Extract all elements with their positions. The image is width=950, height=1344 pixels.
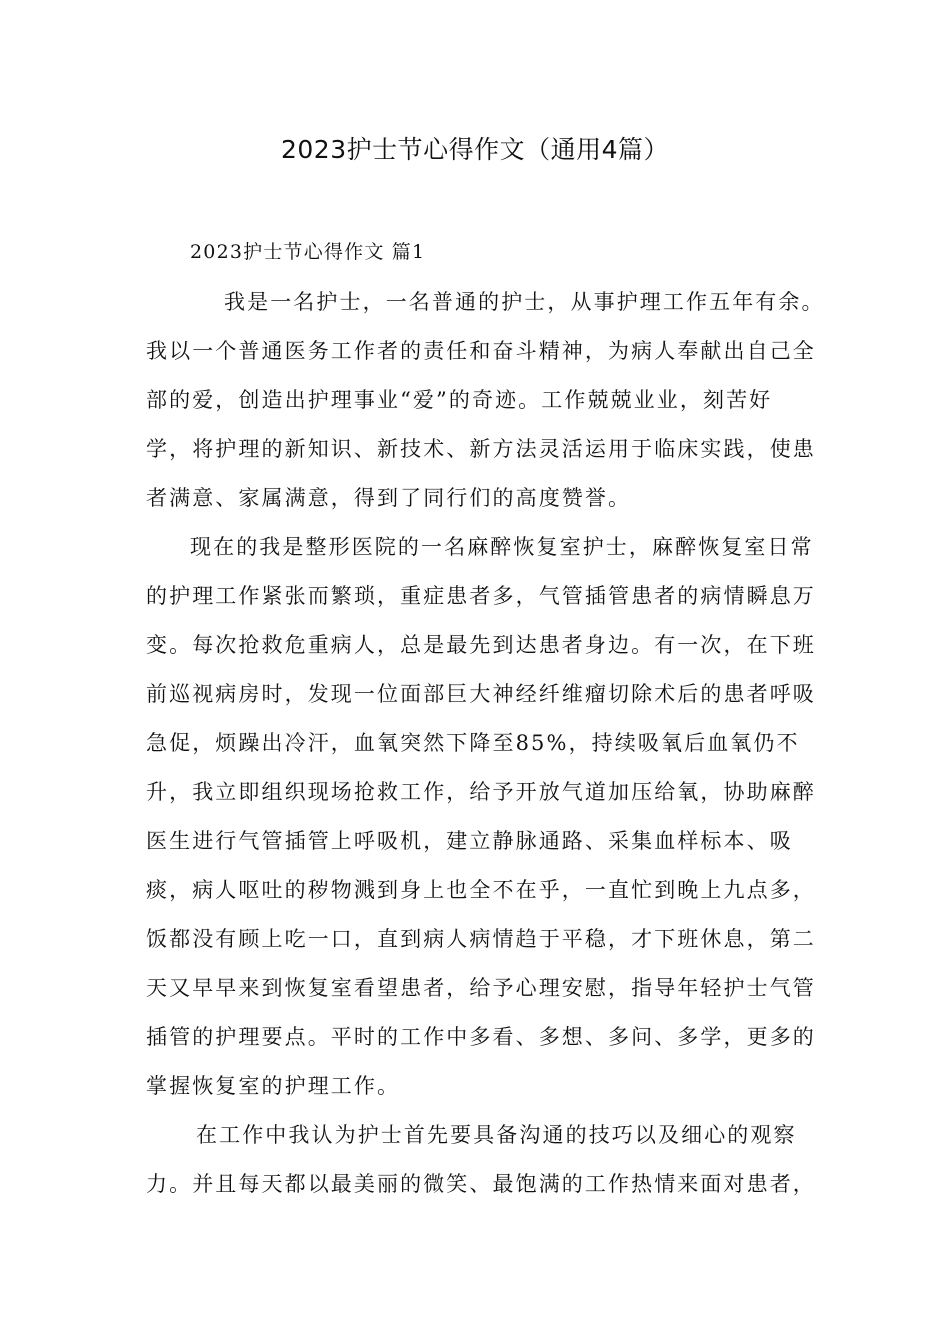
text-line: 前巡视病房时，发现一位面部巨大神经纤维瘤切除术后的患者呼吸 — [146, 682, 816, 706]
text-line: 变。每次抢救危重病人，总是最先到达患者身边。有一次，在下班 — [146, 633, 816, 657]
text-line: 的护理工作紧张而繁琐，重症患者多，气管插管患者的病情瞬息万 — [146, 584, 816, 608]
text-line: 急促，烦躁出冷汗，血氧突然下降至85%，持续吸氧后血氧仍不 — [146, 731, 800, 755]
document-title: 2023护士节心得作文（通用4篇） — [280, 135, 670, 164]
text-line: 力。并且每天都以最美丽的微笑、最饱满的工作热情来面对患者， — [146, 1172, 816, 1196]
text-line: 痰，病人呕吐的秽物溅到身上也全不在乎，一直忙到晚上九点多， — [146, 878, 816, 902]
text-line: 在工作中我认为护士首先要具备沟通的技巧以及细心的观察 — [196, 1123, 797, 1147]
text-line: 学，将护理的新知识、新技术、新方法灵活运用于临床实践，使患 — [146, 437, 816, 461]
text-line: 者满意、家属满意，得到了同行们的高度赞誉。 — [146, 486, 632, 510]
text-line: 饭都没有顾上吃一口，直到病人病情趋于平稳，才下班休息，第二 — [146, 927, 816, 951]
text-line: 部的爱，创造出护理事业“爱”的奇迹。工作兢兢业业，刻苦好 — [146, 388, 773, 412]
text-line: 升，我立即组织现场抢救工作，给予开放气道加压给氧，协助麻醉 — [146, 780, 816, 804]
paragraph — [146, 1111, 814, 1209]
text-line: 插管的护理要点。平时的工作中多看、多想、多问、多学，更多的 — [146, 1025, 816, 1049]
paragraph — [146, 523, 814, 1111]
paragraph — [146, 278, 825, 523]
text-line: 天又早早来到恢复室看望患者，给予心理安慰，指导年轻护士气管 — [146, 976, 816, 1000]
text-line: 医生进行气管插管上呼吸机，建立静脉通路、采集血样标本、吸 — [146, 829, 793, 853]
text-line: 我以一个普通医务工作者的责任和奋斗精神，为病人奉献出自己全 — [146, 339, 816, 363]
document-body — [146, 232, 825, 1209]
text-line: 掌握恢复室的护理工作。 — [146, 1074, 401, 1098]
text-line: 现在的我是整形医院的一名麻醉恢复室护士，麻醉恢复室日常 — [190, 535, 814, 559]
text-line: 我是一名护士，一名普通的护士，从事护理工作五年有余。 — [224, 290, 825, 314]
section-heading: 2023护士节心得作文 篇1 — [190, 241, 426, 263]
